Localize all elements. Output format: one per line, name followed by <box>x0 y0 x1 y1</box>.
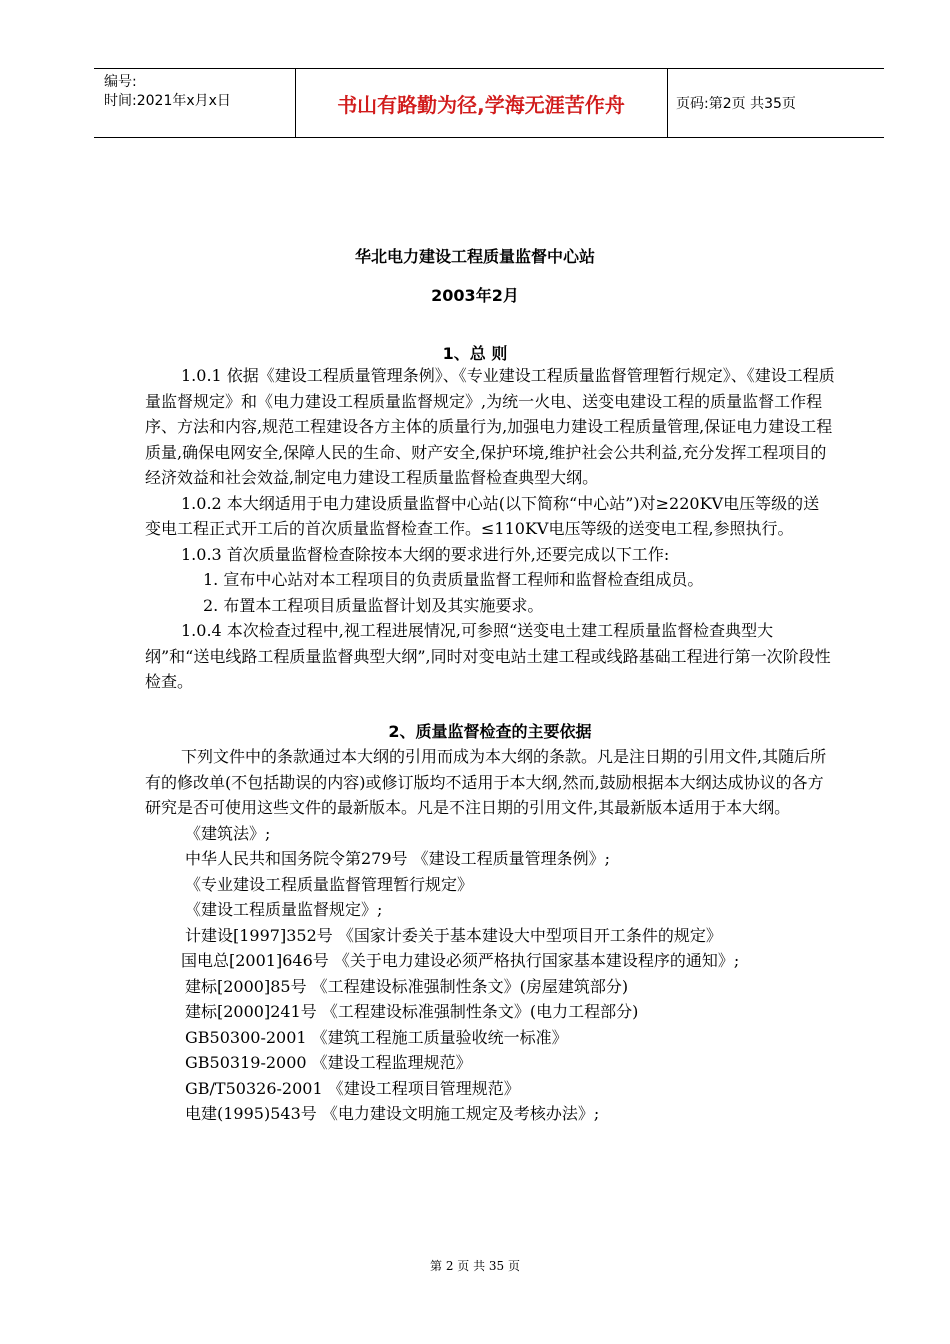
paragraph-1-0-3: 1.0.3 首次质量监督检查除按本大纲的要求进行外,还要完成以下工作: <box>181 544 670 564</box>
reference-item: 中华人民共和国务院令第279号 《建设工程质量管理条例》; <box>185 849 611 868</box>
paragraph-1-0-1: 1.0.1 依据《建设工程质量管理条例》、《专业建设工程质量监督管理暂行规定》、《建设工程质量监督规定》和《电力建设工程质量监督规定》,为统一火电、送变电建设工程的质量监督工作程序、方法和内容,规范工程建设各方主体的质量行为,加强电力建设工程质量管理,保证电力建设工程质量,确保电网安全,保障人民的生命、财产安全,保护环境,维护社会公共利益,充分发挥工程项目的经济效益和社会效益,制定电力建设工程质量监督检查典型大纲。 <box>145 366 835 487</box>
reference-item: GB/T50326-2001 《建设工程项目管理规范》 <box>185 1078 520 1098</box>
page-header <box>94 68 884 138</box>
reference-item: 国电总[2001]646号 《关于电力建设必须严格执行国家基本建设程序的通知》; <box>181 951 740 970</box>
reference-item: 电建(1995)543号 《电力建设文明施工规定及考核办法》; <box>185 1104 600 1123</box>
header-meta <box>104 73 231 111</box>
paragraph-section2: 下列文件中的条款通过本大纲的引用而成为本大纲的条款。凡是注日期的引用文件,其随后所有的修改单(不包括勘误的内容)或修订版均不适用于本大纲,然而,鼓励根据本大纲达成协议的各方研究是否可使用这些文件的最新版本。凡是不注日期的引用文件,其最新版本适用于本大纲。 <box>145 747 827 817</box>
section1-title: 1、总 则 <box>442 344 508 363</box>
reference-item: GB50319-2000 《建设工程监理规范》 <box>185 1053 472 1072</box>
reference-item: 建标[2000]85号 《工程建设标准强制性条文》(房屋建筑部分) <box>185 976 629 996</box>
list-item: 1. 宣布中心站对本工程项目的负责质量监督工程师和监督检查组成员。 <box>203 570 704 589</box>
reference-item: 《建筑法》; <box>185 823 271 843</box>
doc-date: 2003年2月 <box>431 286 519 305</box>
header-number-label: 编号: <box>104 74 137 90</box>
header-time-label: 时间:2021年x月x日 <box>104 93 231 109</box>
section2-title: 2、质量监督检查的主要依据 <box>388 721 592 741</box>
paragraph-1-0-2: 1.0.2 本大纲适用于电力建设质量监督中心站(以下简称“中心站”)对≥220KV电压等级的送变电工程正式开工后的首次质量监督检查工作。≤110KV电压等级的送变电工程,参照执行。 <box>145 493 820 538</box>
reference-item: GB50300-2001 《建筑工程施工质量验收统一标准》 <box>185 1027 568 1047</box>
reference-item: 《专业建设工程质量监督管理暂行规定》 <box>185 874 474 894</box>
doc-body <box>145 363 835 1127</box>
header-motto: 书山有路勤为径,学海无涯苦作舟 <box>337 92 625 117</box>
reference-item: 计建设[1997]352号 《国家计委关于基本建设大中型项目开工条件的规定》 <box>185 925 722 945</box>
paragraph-1-0-4: 1.0.4 本次检查过程中,视工程进展情况,可参照“送变电土建工程质量监督检查典型大纲”和“送电线路工程质量监督典型大纲”,同时对变电站土建工程或线路基础工程进行第一次阶段性检查。 <box>145 621 831 691</box>
reference-item: 《建设工程质量监督规定》; <box>185 900 383 919</box>
list-item: 2. 布置本工程项目质量监督计划及其实施要求。 <box>203 595 544 615</box>
page-footer: 第 2 页 共 35 页 <box>430 1259 520 1273</box>
reference-item: 建标[2000]241号 《工程建设标准强制性条文》(电力工程部分) <box>185 1002 639 1021</box>
header-page-label: 页码:第2页 共35页 <box>676 96 796 112</box>
doc-org: 华北电力建设工程质量监督中心站 <box>354 247 595 266</box>
header-divider <box>667 69 668 137</box>
